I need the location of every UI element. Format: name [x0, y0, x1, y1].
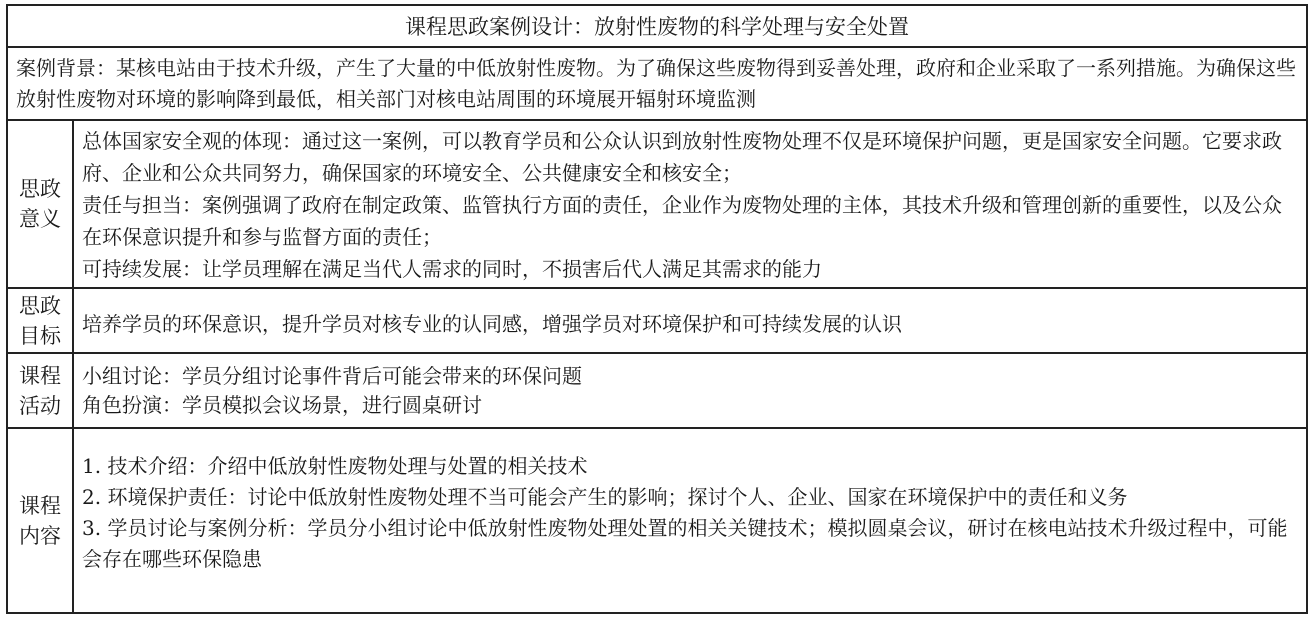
content-paragraph: 1. 技术介绍：介绍中低放射性废物处理与处置的相关技术 — [82, 454, 588, 478]
row-content-content — [74, 429, 1306, 612]
row-ideological-goals — [8, 289, 1306, 354]
table-title: 课程思政案例设计：放射性废物的科学处理与安全处置 — [8, 6, 1306, 48]
content-paragraph: 角色扮演：学员模拟会议场景，进行圆桌研讨 — [82, 393, 482, 417]
label-line: 活动 — [19, 393, 61, 418]
row-label-goals — [8, 289, 74, 352]
content-paragraph: 培养学员的环保意识，提升学员对核专业的认同感，增强学员对环境保护和可持续发展的认识 — [82, 311, 902, 336]
content-paragraph: 3. 学员讨论与案例分析：学员分小组讨论中低放射性废物处理处置的相关关键技术；模拟圆桌会议，研讨在核电站技术升级过程中，可能会存在哪些环保隐患 — [82, 516, 1288, 571]
row-content-goals — [74, 289, 1306, 352]
content-paragraph: 责任与担当：案例强调了政府在制定政策、监管执行方面的责任，企业作为废物处理的主体，其技术升级和管理创新的重要性，以及公众在环保意识提升和参与监督方面的责任； — [82, 193, 1282, 249]
row-course-activities — [8, 354, 1306, 429]
label-line: 意义 — [19, 207, 61, 231]
row-label-significance — [8, 121, 74, 287]
row-ideological-significance — [8, 121, 1306, 289]
label-line: 思政 — [19, 177, 61, 201]
row-content-activities — [74, 354, 1306, 427]
row-label-content — [8, 429, 74, 612]
row-course-content — [8, 429, 1306, 612]
content-paragraph: 2. 环境保护责任：讨论中低放射性废物处理不当可能会产生的影响；探讨个人、企业、国家在环境保护中的责任和义务 — [82, 485, 1128, 509]
label-line: 课程 — [19, 493, 61, 518]
content-paragraph: 可持续发展：让学员理解在满足当代人需求的同时，不损害后代人满足其需求的能力 — [82, 257, 822, 281]
case-design-table — [6, 4, 1308, 614]
row-label-activities — [8, 354, 74, 427]
label-line: 思政 — [19, 293, 61, 318]
case-background: 案例背景：某核电站由于技术升级，产生了大量的中低放射性废物。为了确保这些废物得到妥善处理，政府和企业采取了一系列措施。为确保这些放射性废物对环境的影响降到最低，相关部门对核电站周围的环境展开辐射环境监测 — [8, 48, 1306, 121]
label-line: 内容 — [19, 523, 61, 548]
content-paragraph: 总体国家安全观的体现：通过这一案例，可以教育学员和公众认识到放射性废物处理不仅是环境保护问题，更是国家安全问题。它要求政府、企业和公众共同努力，确保国家的环境安全、公共健康安全和核安全； — [82, 129, 1282, 185]
label-line: 课程 — [19, 363, 61, 388]
row-content-significance — [74, 121, 1306, 287]
content-paragraph: 小组讨论：学员分组讨论事件背后可能会带来的环保问题 — [82, 364, 582, 388]
label-line: 目标 — [19, 323, 61, 348]
